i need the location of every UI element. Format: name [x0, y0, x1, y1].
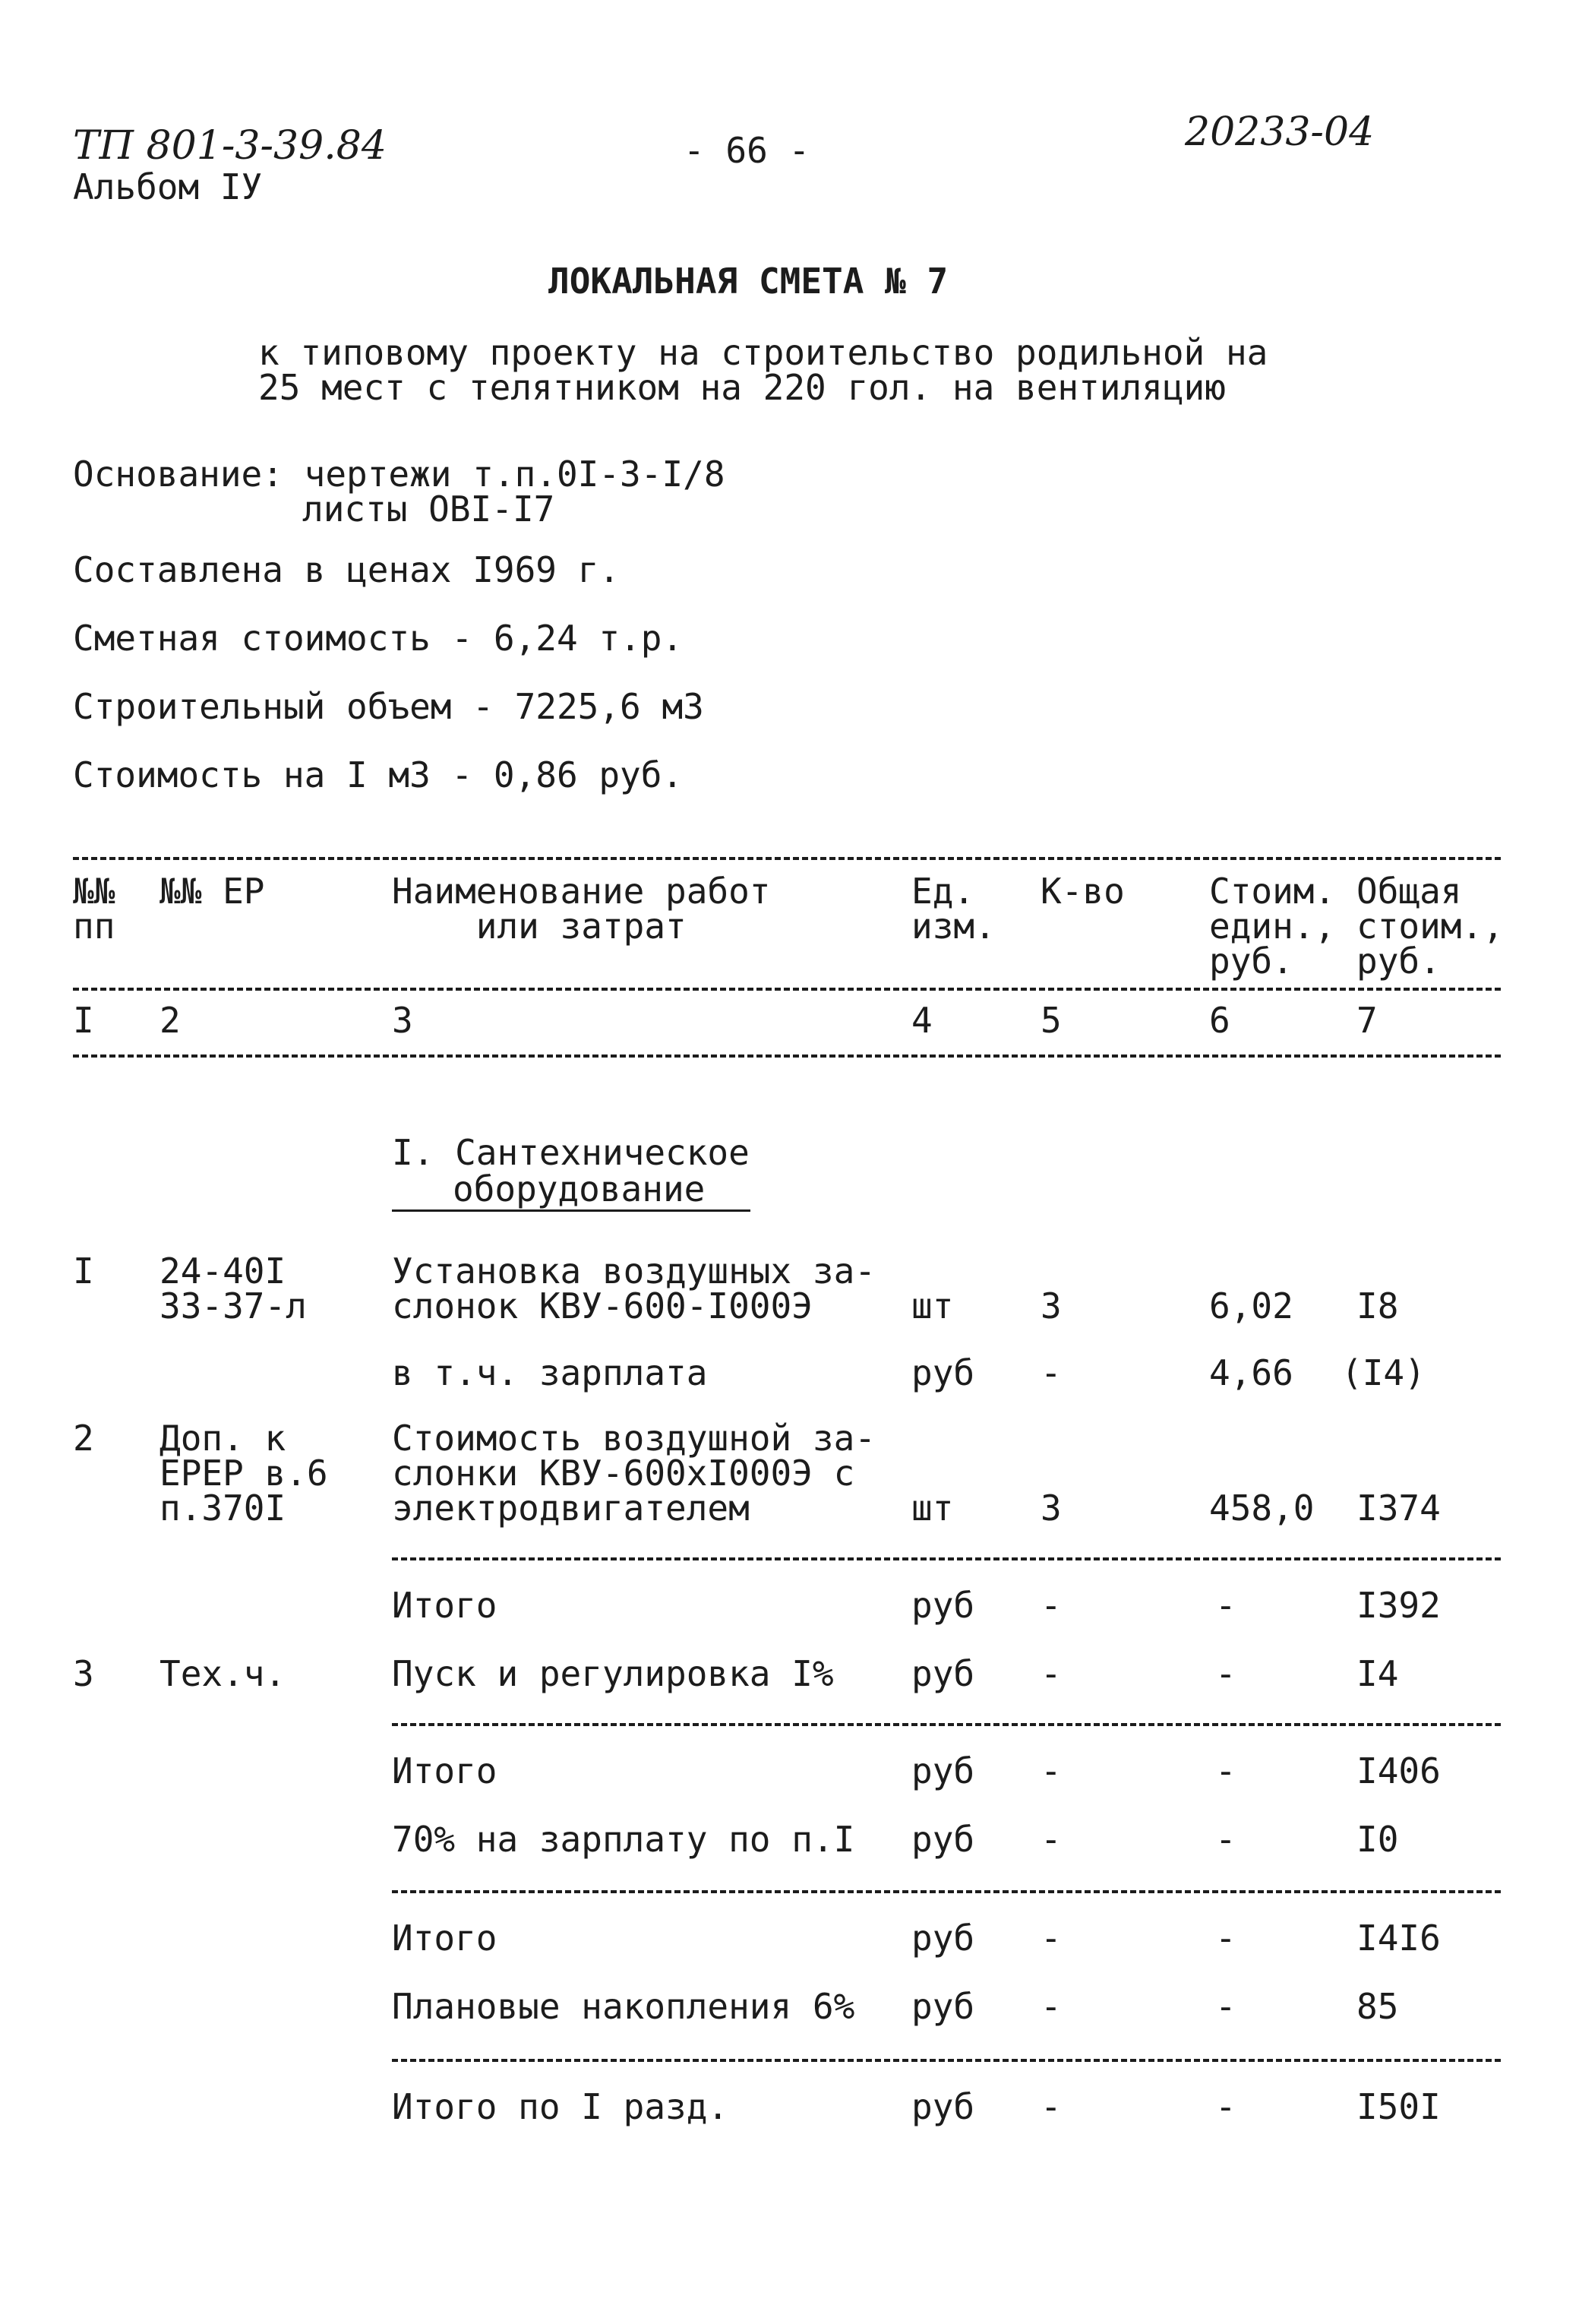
row-qty: -: [1041, 1653, 1062, 1694]
row-name: Стоимость воздушной за- слонки КВУ-600хI000Э с электродвигателем: [392, 1418, 876, 1529]
subtotal-rule: [392, 1723, 1501, 1726]
section-title-line-1: I. Сантехническое: [392, 1132, 750, 1173]
basis-line-1: Основание: чертежи т.п.0I-3-I/8: [73, 454, 725, 495]
row-number: 3: [73, 1653, 94, 1694]
row-total: I8: [1356, 1285, 1399, 1326]
cost-line: Сметная стоимость - 6,24 т.р.: [73, 618, 684, 659]
prices-line: Составлена в ценах I969 г.: [73, 549, 621, 590]
row-price: 458,0: [1209, 1488, 1315, 1529]
row-price: -: [1215, 1819, 1236, 1860]
row-unit: руб: [911, 1819, 975, 1860]
table-top-rule: [73, 857, 1501, 860]
header-divider-rule: [73, 988, 1501, 991]
row-total: I406: [1356, 1750, 1441, 1791]
row-qty: -: [1041, 2086, 1062, 2127]
section-title-underline: [392, 1209, 750, 1212]
header-col-price: Стоим. един., руб.: [1209, 871, 1336, 982]
section-title-line-2: оборудование: [453, 1168, 706, 1209]
subtotal-rule: [392, 2059, 1501, 2062]
volume-line: Строительный объем - 7225,6 м3: [73, 686, 704, 727]
unit-cost-line: Стоимость на I м3 - 0,86 руб.: [73, 754, 684, 795]
numbering-cell: 2: [159, 1000, 181, 1041]
header-col-total: Общая стоим., руб.: [1356, 871, 1504, 982]
row-unit: руб: [911, 1918, 975, 1959]
row-ep-code: 24-40I 33-37-л: [159, 1251, 307, 1326]
row-qty: -: [1041, 1352, 1062, 1393]
row-price: -: [1215, 1750, 1236, 1791]
row-price: -: [1215, 1986, 1236, 2027]
row-qty: 3: [1041, 1488, 1062, 1529]
row-unit: руб: [911, 1352, 975, 1393]
row-name: Итого: [392, 1750, 497, 1791]
row-price: 4,66: [1209, 1352, 1293, 1393]
row-unit: шт: [911, 1285, 954, 1326]
row-qty: -: [1041, 1585, 1062, 1626]
subtitle-line-2: 25 мест с телятником на 220 гол. на вентиляцию: [258, 367, 1226, 408]
numbering-cell: 5: [1041, 1000, 1062, 1041]
row-number: 2: [73, 1418, 94, 1459]
header-col-unit: Ед. изм.: [911, 871, 996, 947]
row-name: 70% на зарплату по п.I: [392, 1819, 855, 1860]
numbering-cell: 3: [392, 1000, 413, 1041]
subtotal-rule: [392, 1890, 1501, 1893]
row-number: I: [73, 1251, 94, 1292]
row-unit: руб: [911, 1750, 975, 1791]
row-qty: -: [1041, 1750, 1062, 1791]
numbering-cell: 7: [1356, 1000, 1378, 1041]
row-total: 85: [1356, 1986, 1399, 2027]
header-col-number: №№ пп: [73, 871, 115, 947]
row-total: I392: [1356, 1585, 1441, 1626]
row-total: (I4): [1341, 1352, 1426, 1393]
numbering-cell: 6: [1209, 1000, 1230, 1041]
row-ep-code: Доп. к ЕРЕР в.6 п.370I: [159, 1418, 328, 1529]
row-price: -: [1215, 1918, 1236, 1959]
subtotal-rule: [392, 1557, 1501, 1560]
header-col-qty: К-во: [1041, 871, 1125, 912]
document-code: ТП 801-3-39.84: [73, 123, 387, 169]
row-total: I4I6: [1356, 1918, 1441, 1959]
row-total: I374: [1356, 1488, 1441, 1529]
row-total: I0: [1356, 1819, 1399, 1860]
document-title: ЛОКАЛЬНАЯ СМЕТА № 7: [548, 261, 949, 302]
numbering-cell: I: [73, 1000, 94, 1041]
numbering-cell: 4: [911, 1000, 933, 1041]
row-ep-code: Тех.ч.: [159, 1653, 286, 1694]
row-qty: 3: [1041, 1285, 1062, 1326]
row-qty: -: [1041, 1986, 1062, 2027]
row-qty: -: [1041, 1918, 1062, 1959]
header-col-name: Наименование работ или затрат: [392, 871, 771, 947]
row-unit: руб: [911, 1986, 975, 2027]
inventory-number: 20233-04: [1185, 109, 1375, 155]
numbering-bottom-rule: [73, 1054, 1501, 1058]
album-label: Альбом IУ: [73, 166, 263, 207]
row-name: в т.ч. зарплата: [392, 1352, 708, 1393]
row-price: -: [1215, 1653, 1236, 1694]
row-name: Установка воздушных за- слонок КВУ-600-I000Э: [392, 1251, 876, 1326]
row-name: Итого: [392, 1585, 497, 1626]
row-name: Плановые накопления 6%: [392, 1986, 855, 2027]
row-total: I50I: [1356, 2086, 1441, 2127]
row-unit: шт: [911, 1488, 954, 1529]
row-price: -: [1215, 2086, 1236, 2127]
row-name: Итого: [392, 1918, 497, 1959]
row-name: Пуск и регулировка I%: [392, 1653, 834, 1694]
page-number: - 66 -: [684, 130, 810, 171]
row-unit: руб: [911, 2086, 975, 2127]
basis-line-2: листы ОВI-I7: [302, 489, 555, 530]
row-total: I4: [1356, 1653, 1399, 1694]
header-col-ep: №№ ЕР: [159, 871, 265, 912]
row-unit: руб: [911, 1653, 975, 1694]
subtitle-line-1: к типовому проекту на строительство родильной на: [258, 332, 1268, 373]
row-price: -: [1215, 1585, 1236, 1626]
row-unit: руб: [911, 1585, 975, 1626]
row-price: 6,02: [1209, 1285, 1293, 1326]
row-qty: -: [1041, 1819, 1062, 1860]
row-name: Итого по I разд.: [392, 2086, 729, 2127]
